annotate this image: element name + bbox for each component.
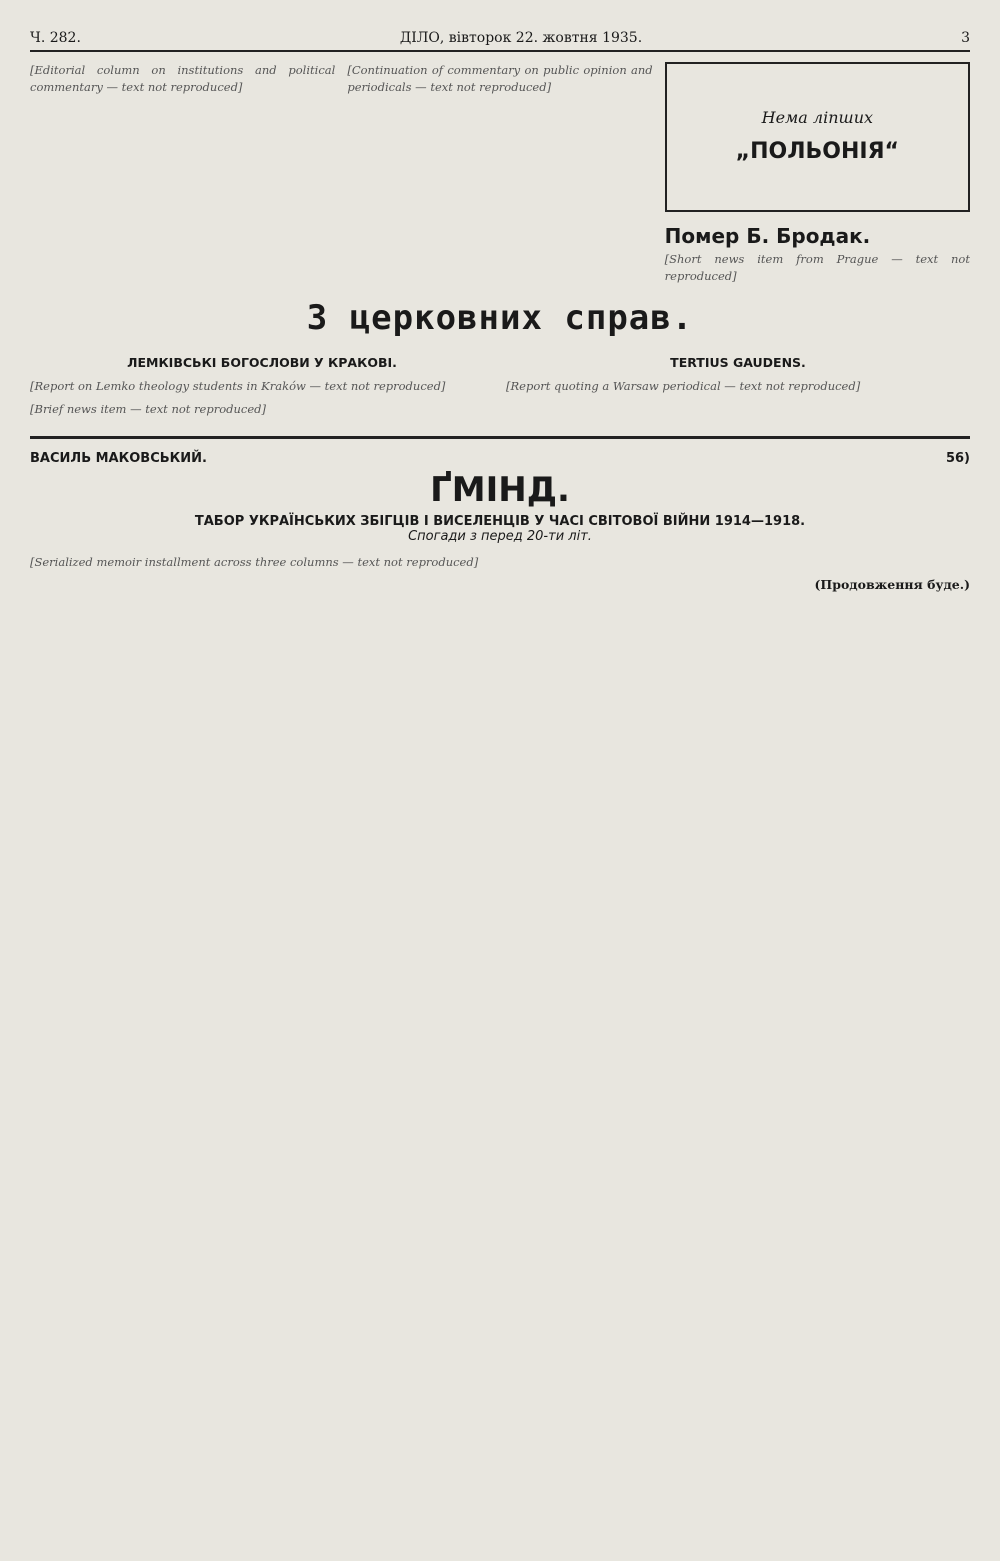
masthead: ДІЛО, вівторок 22. жовтня 1935. [399,30,643,46]
middle-column [347,62,652,290]
left-column [30,62,335,290]
article1-summary: [Report on Lemko theology students in Kraków — text not reproduced] [30,379,446,394]
article2-summary: [Report quoting a Warsaw periodical — text not reproduced] [506,379,861,394]
serial-closing: (Продовження буде.) [814,577,970,593]
page-number: 3 [961,30,970,46]
section-divider [30,436,970,439]
church-col-right [506,348,970,423]
church-section [30,348,970,423]
serial-summary: [Serialized memoir installment across three columns — text not reproduced] [30,554,479,569]
serial-subtitle: ТАБОР УКРАЇНСЬКИХ ЗБІГЦІВ І ВИСЕЛЕНЦІВ У ЧАСІ СВІТОВОЇ ВІЙНИ 1914—1918. [194,513,806,529]
serial-byline [30,451,970,466]
newspaper-page [30,30,970,1531]
article2-title: TERTIUS GAUDENS. [670,355,806,371]
serial-body [30,554,970,601]
obituary-summary: [Short news item from Prague — text not reproduced] [664,252,970,283]
article1-title: ЛЕМКІВСЬКІ БОГОСЛОВИ У КРАКОВІ. [127,355,397,371]
brief-summary: [Brief news item — text not reproduced] [30,402,267,417]
folio-line [30,30,970,52]
left-top-summary: [Editorial column on institutions and political commentary — text not reproduced] [30,63,336,94]
serial-subsubtitle: Спогади з перед 20-ти літ. [408,528,592,544]
advertisement [665,62,970,212]
serial-installment: 56) [945,450,970,466]
right-column [665,62,970,290]
church-section-heading: З церковних справ. [306,298,694,339]
top-section [30,62,970,290]
serial-author: ВАСИЛЬ МАКОВСЬКИЙ. [30,450,207,466]
obituary-headline: Помер Б. Бродак. [664,224,871,248]
mid-top-summary: [Continuation of commentary on public opinion and periodicals — text not reproduced] [347,63,653,94]
serial-columns [30,554,970,601]
ad-brand: „ПОЛЬОНІЯ“ [735,138,899,164]
church-col-left [30,348,494,423]
issue-number: Ч. 282. [30,30,81,46]
ad-tagline: Нема ліпших [761,108,874,128]
serial-title: ҐМІНД. [430,469,570,510]
